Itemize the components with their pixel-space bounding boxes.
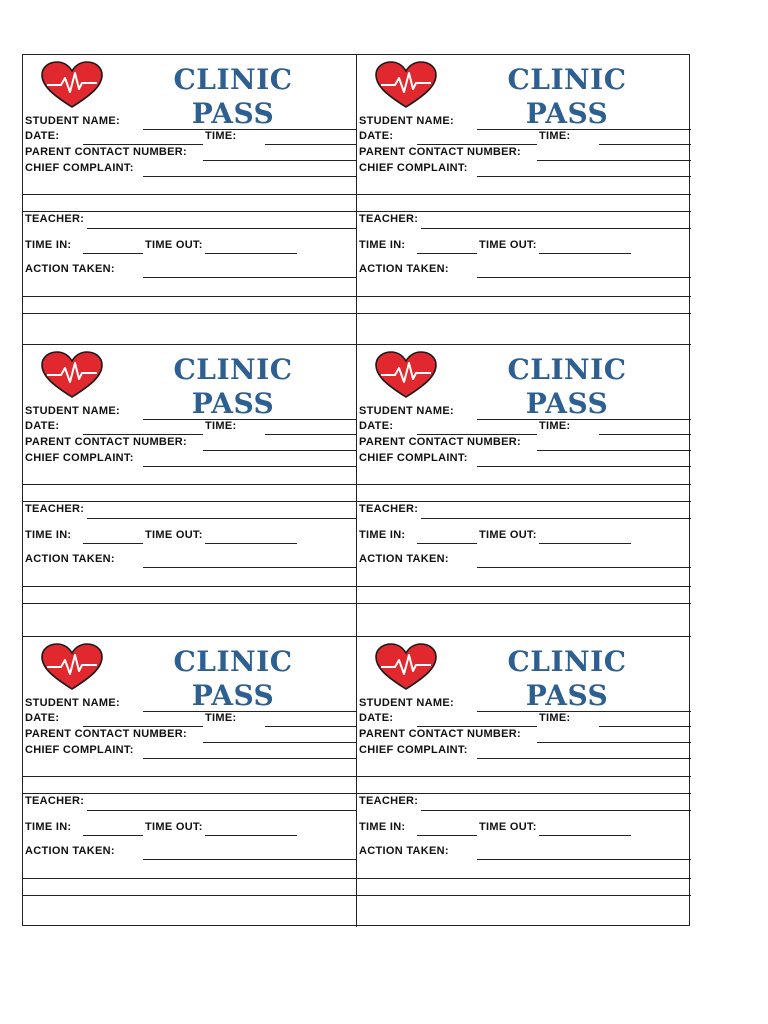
time-field[interactable]: [265, 144, 356, 145]
chief-complaint-label: CHIEF COMPLAINT:: [359, 162, 468, 174]
student-name-label: STUDENT NAME:: [359, 115, 454, 127]
action-line-3: [23, 895, 356, 896]
heart-pulse-icon: [39, 61, 105, 109]
clinic-pass: [357, 55, 691, 345]
action-line-2: [357, 296, 691, 297]
parent-contact-label: PARENT CONTACT NUMBER:: [359, 146, 522, 158]
complaint-line-2: [23, 194, 356, 195]
section-divider: [23, 501, 356, 502]
teacher-field[interactable]: [421, 810, 691, 811]
parent-contact-label: PARENT CONTACT NUMBER:: [25, 146, 188, 158]
heart-pulse-icon: [373, 351, 439, 399]
clinic-pass: [23, 637, 357, 927]
parent-contact-label: PARENT CONTACT NUMBER:: [25, 436, 188, 448]
student-name-label: STUDENT NAME:: [359, 697, 454, 709]
pass-title: [497, 353, 637, 421]
time-out-label: TIME OUT:: [479, 529, 537, 541]
parent-contact-label: PARENT CONTACT NUMBER:: [25, 728, 188, 740]
time-label: TIME:: [539, 130, 571, 142]
parent-contact-field[interactable]: [537, 742, 691, 743]
teacher-label: TEACHER:: [25, 795, 85, 807]
pass-title: [163, 353, 303, 421]
time-in-field[interactable]: [417, 835, 477, 836]
title-line-1: CLINIC: [173, 63, 293, 96]
complaint-line-2: [23, 776, 356, 777]
pass-title: [497, 63, 637, 131]
clinic-pass: [23, 345, 357, 637]
teacher-label: TEACHER:: [25, 213, 85, 225]
chief-complaint-field[interactable]: [477, 466, 691, 467]
time-out-field[interactable]: [539, 253, 631, 254]
time-out-label: TIME OUT:: [145, 821, 203, 833]
date-field[interactable]: [417, 144, 537, 145]
teacher-field[interactable]: [421, 228, 691, 229]
chief-complaint-field[interactable]: [143, 466, 356, 467]
time-in-label: TIME IN:: [25, 821, 72, 833]
action-line-2: [357, 878, 691, 879]
teacher-field[interactable]: [421, 518, 691, 519]
chief-complaint-label: CHIEF COMPLAINT:: [25, 744, 134, 756]
teacher-label: TEACHER:: [359, 213, 419, 225]
action-taken-label: ACTION TAKEN:: [25, 845, 115, 857]
time-label: TIME:: [539, 712, 571, 724]
pass-title: [163, 63, 303, 131]
time-out-field[interactable]: [205, 543, 297, 544]
time-label: TIME:: [539, 420, 571, 432]
time-in-label: TIME IN:: [359, 239, 406, 251]
date-label: DATE:: [25, 420, 60, 432]
parent-contact-field[interactable]: [203, 742, 356, 743]
time-label: TIME:: [205, 420, 237, 432]
chief-complaint-label: CHIEF COMPLAINT:: [359, 452, 468, 464]
chief-complaint-label: CHIEF COMPLAINT:: [25, 452, 134, 464]
student-name-field[interactable]: [477, 711, 691, 712]
date-label: DATE:: [359, 130, 394, 142]
student-name-field[interactable]: [143, 129, 356, 130]
action-taken-field[interactable]: [143, 567, 356, 568]
teacher-field[interactable]: [87, 518, 356, 519]
action-taken-field[interactable]: [477, 859, 691, 860]
parent-contact-label: PARENT CONTACT NUMBER:: [359, 436, 522, 448]
date-field[interactable]: [417, 726, 537, 727]
section-divider: [357, 793, 691, 794]
action-taken-label: ACTION TAKEN:: [25, 553, 115, 565]
action-taken-field[interactable]: [143, 859, 356, 860]
date-field[interactable]: [83, 434, 203, 435]
time-in-label: TIME IN:: [25, 529, 72, 541]
title-line-2: PASS: [525, 679, 609, 712]
teacher-field[interactable]: [87, 810, 356, 811]
time-in-field[interactable]: [417, 253, 477, 254]
action-taken-label: ACTION TAKEN:: [359, 845, 449, 857]
heart-pulse-icon: [373, 643, 439, 691]
time-in-field[interactable]: [83, 543, 143, 544]
student-name-label: STUDENT NAME:: [359, 405, 454, 417]
title-line-2: PASS: [191, 387, 275, 420]
heart-pulse-icon: [39, 643, 105, 691]
clinic-pass: [357, 345, 691, 637]
time-out-field[interactable]: [205, 835, 297, 836]
parent-contact-field[interactable]: [203, 160, 356, 161]
time-in-field[interactable]: [83, 835, 143, 836]
action-taken-field[interactable]: [477, 277, 691, 278]
section-divider: [357, 501, 691, 502]
action-line-3: [357, 603, 691, 604]
parent-contact-label: PARENT CONTACT NUMBER:: [359, 728, 522, 740]
date-label: DATE:: [25, 712, 60, 724]
action-line-2: [23, 296, 356, 297]
time-in-field[interactable]: [83, 253, 143, 254]
teacher-label: TEACHER:: [25, 503, 85, 515]
action-taken-field[interactable]: [143, 277, 356, 278]
complaint-line-2: [357, 484, 691, 485]
action-line-2: [23, 878, 356, 879]
teacher-label: TEACHER:: [359, 503, 419, 515]
time-field[interactable]: [599, 434, 691, 435]
pass-title: [163, 645, 303, 713]
time-in-label: TIME IN:: [359, 821, 406, 833]
action-line-3: [357, 313, 691, 314]
title-line-1: CLINIC: [507, 63, 627, 96]
parent-contact-field[interactable]: [537, 160, 691, 161]
time-label: TIME:: [205, 712, 237, 724]
clinic-pass-sheet: [22, 54, 690, 926]
time-field[interactable]: [265, 726, 356, 727]
student-name-label: STUDENT NAME:: [25, 115, 120, 127]
action-taken-label: ACTION TAKEN:: [359, 553, 449, 565]
title-line-2: PASS: [525, 387, 609, 420]
time-in-label: TIME IN:: [359, 529, 406, 541]
section-divider: [23, 793, 356, 794]
section-divider: [357, 211, 691, 212]
title-line-1: CLINIC: [507, 645, 627, 678]
heart-pulse-icon: [39, 351, 105, 399]
action-line-2: [23, 586, 356, 587]
time-out-field[interactable]: [539, 543, 631, 544]
time-in-label: TIME IN:: [25, 239, 72, 251]
chief-complaint-field[interactable]: [143, 176, 356, 177]
title-line-2: PASS: [191, 97, 275, 130]
action-line-3: [23, 603, 356, 604]
time-out-label: TIME OUT:: [145, 239, 203, 251]
title-line-1: CLINIC: [173, 353, 293, 386]
time-label: TIME:: [205, 130, 237, 142]
student-name-field[interactable]: [477, 129, 691, 130]
date-field[interactable]: [417, 434, 537, 435]
chief-complaint-field[interactable]: [143, 758, 356, 759]
student-name-field[interactable]: [143, 419, 356, 420]
section-divider: [23, 211, 356, 212]
date-label: DATE:: [359, 712, 394, 724]
clinic-pass: [357, 637, 691, 927]
time-field[interactable]: [265, 434, 356, 435]
date-field[interactable]: [83, 144, 203, 145]
complaint-line-2: [357, 194, 691, 195]
student-name-field[interactable]: [143, 711, 356, 712]
date-field[interactable]: [83, 726, 203, 727]
time-field[interactable]: [599, 144, 691, 145]
clinic-pass: [23, 55, 357, 345]
time-out-field[interactable]: [205, 253, 297, 254]
parent-contact-field[interactable]: [537, 450, 691, 451]
complaint-line-2: [23, 484, 356, 485]
title-line-2: PASS: [191, 679, 275, 712]
title-line-2: PASS: [525, 97, 609, 130]
action-line-3: [23, 313, 356, 314]
action-taken-label: ACTION TAKEN:: [25, 263, 115, 275]
student-name-field[interactable]: [477, 419, 691, 420]
teacher-field[interactable]: [87, 228, 356, 229]
teacher-label: TEACHER:: [359, 795, 419, 807]
action-line-3: [357, 895, 691, 896]
time-in-field[interactable]: [417, 543, 477, 544]
chief-complaint-label: CHIEF COMPLAINT:: [359, 744, 468, 756]
complaint-line-2: [357, 776, 691, 777]
chief-complaint-field[interactable]: [477, 758, 691, 759]
title-line-1: CLINIC: [507, 353, 627, 386]
time-field[interactable]: [599, 726, 691, 727]
date-label: DATE:: [359, 420, 394, 432]
parent-contact-field[interactable]: [203, 450, 356, 451]
student-name-label: STUDENT NAME:: [25, 697, 120, 709]
time-out-label: TIME OUT:: [479, 239, 537, 251]
chief-complaint-label: CHIEF COMPLAINT:: [25, 162, 134, 174]
time-out-field[interactable]: [539, 835, 631, 836]
date-label: DATE:: [25, 130, 60, 142]
title-line-1: CLINIC: [173, 645, 293, 678]
action-line-2: [357, 586, 691, 587]
pass-title: [497, 645, 637, 713]
time-out-label: TIME OUT:: [479, 821, 537, 833]
time-out-label: TIME OUT:: [145, 529, 203, 541]
heart-pulse-icon: [373, 61, 439, 109]
action-taken-field[interactable]: [477, 567, 691, 568]
chief-complaint-field[interactable]: [477, 176, 691, 177]
student-name-label: STUDENT NAME:: [25, 405, 120, 417]
action-taken-label: ACTION TAKEN:: [359, 263, 449, 275]
